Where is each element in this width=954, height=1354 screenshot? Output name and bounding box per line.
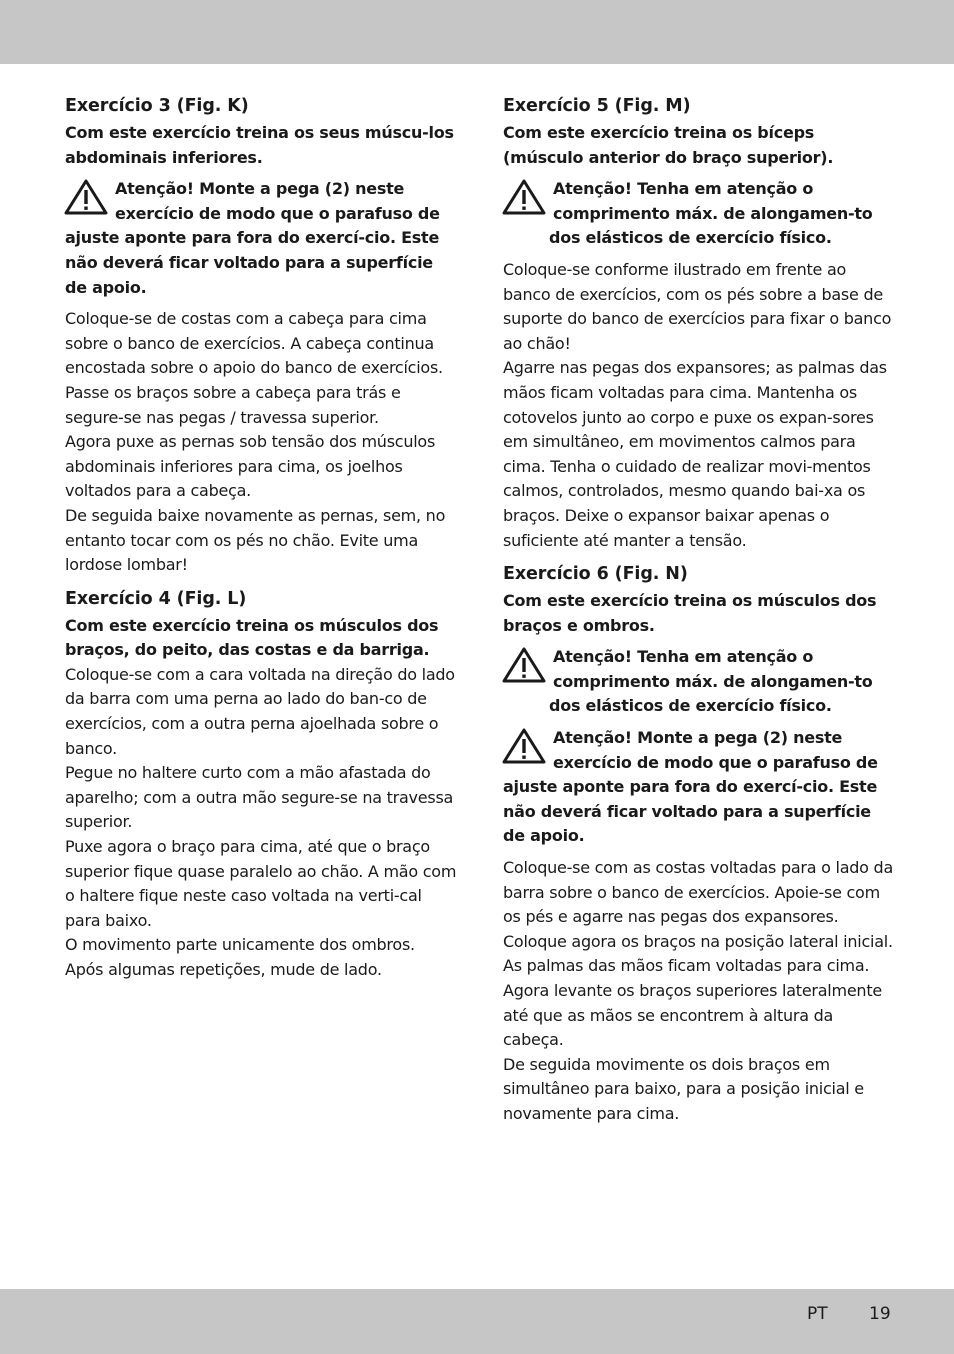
body-paragraph: Coloque-se com as costas voltadas para o lado da barra sobre o banco de exercícios. Apoie-se com os pés e agarre nas pegas dos expansores. — [503, 858, 893, 927]
body-paragraph: Coloque-se com a cara voltada na direção do lado da barra com uma perna ao lado do ban-co de exercícios, com a outra perna ajoelhada sobre o banco. — [65, 664, 455, 758]
section-lead: Com este exercício treina os músculos dos braços, do peito, das costas e da barriga. — [65, 615, 439, 660]
section-lead: Com este exercício treina os músculos dos braços e ombros. — [503, 591, 877, 635]
section-lead: Com este exercício treina os seus múscu-los abdominais inferiores. — [65, 123, 454, 167]
body-paragraph: Coloque-se de costas com a cabeça para cima sobre o banco de exercícios. A cabeça continua encostada sobre o apoio do banco de exercícios. — [65, 309, 443, 378]
body-paragraph: De seguida baixe novamente as pernas, sem, no entanto tocar com os pés no chão. Evite uma lordose lombar! — [65, 505, 446, 575]
body-paragraph: Agora levante os braços superiores lateralmente até que as mãos se encontrem à altura da cabeça. — [503, 981, 882, 1050]
warning-note — [503, 645, 895, 719]
body-paragraph: Pegue no haltere curto com a mão afastada do aparelho; com a outra mão segure-se na travessa superior. — [65, 763, 454, 832]
warning-triangle-icon — [501, 728, 547, 764]
warning-triangle-icon — [63, 179, 109, 215]
warning-triangle-icon — [501, 647, 547, 683]
left-column — [65, 93, 457, 991]
section-heading: Exercício 3 (Fig. K) — [65, 96, 249, 116]
section-exercise-5 — [503, 93, 895, 553]
warning-note — [503, 177, 895, 251]
section-lead: Com este exercício treina os bíceps (músculo anterior do braço superior). — [503, 123, 834, 167]
header-band — [0, 0, 954, 64]
body-paragraph: Agarre nas pegas dos expansores; as palmas das mãos ficam voltadas para cima. Mantenha os cotovelos junto ao corpo e puxe os expan-sores em simultâneo, em movimentos calmos para cima. Tenha o cuidado de realizar movi-mentos calmos, controlados, mesmo quando bai-xa os braços. Deixe o expansor baixar apenas o suficiente até manter a tensão. — [503, 358, 887, 550]
section-heading: Exercício 5 (Fig. M) — [503, 96, 691, 116]
body-paragraph: Puxe agora o braço para cima, até que o braço superior fique quase paralelo ao chão. A mão com o haltere fique neste caso voltada na verti-cal para baixo. — [65, 837, 457, 930]
body-paragraph: Agora puxe as pernas sob tensão dos músculos abdominais inferiores para cima, os joelhos voltados para a cabeça. — [65, 432, 436, 501]
section-exercise-3 — [65, 93, 457, 578]
warning-text: Atenção! Tenha em atenção o comprimento máx. de alongamen-to dos elásticos de exercício físico. — [549, 179, 873, 248]
warning-note — [503, 726, 895, 849]
warning-triangle-icon — [501, 179, 547, 215]
section-exercise-6 — [503, 561, 895, 1126]
section-exercise-4 — [65, 586, 457, 983]
page-number: 19 — [869, 1304, 891, 1324]
warning-text: Atenção! Tenha em atenção o comprimento máx. de alongamen-to dos elásticos de exercício físico. — [549, 647, 873, 716]
body-paragraph: De seguida movimente os dois braços em simultâneo para baixo, para a posição inicial e novamente para cima. — [503, 1054, 864, 1123]
warning-text: Atenção! Monte a pega (2) neste exercício de modo que o parafuso de ajuste aponte para fora do exercí-cio. Este não deverá ficar voltado para a superfície de apoio. — [503, 728, 878, 846]
footer-language: PT — [807, 1304, 828, 1324]
body-paragraph: O movimento parte unicamente dos ombros. Após algumas repetições, mude de lado. — [65, 935, 415, 979]
body-paragraph: Coloque-se conforme ilustrado em frente ao banco de exercícios, com os pés sobre a base de suporte do banco de exercícios para fixar o banco ao chão! — [503, 259, 892, 353]
warning-note — [65, 177, 457, 300]
right-column — [503, 93, 895, 1135]
section-heading: Exercício 6 (Fig. N) — [503, 564, 688, 585]
section-heading: Exercício 4 (Fig. L) — [65, 588, 247, 609]
body-paragraph: Coloque agora os braços na posição lateral inicial. As palmas das mãos ficam voltadas para cima. — [503, 931, 893, 976]
warning-text: Atenção! Monte a pega (2) neste exercício de modo que o parafuso de ajuste aponte para fora do exercí-cio. Este não deverá ficar voltado para a superfície de apoio. — [65, 179, 440, 297]
body-paragraph: Passe os braços sobre a cabeça para trás e segure-se nas pegas / travessa superior. — [65, 382, 401, 427]
